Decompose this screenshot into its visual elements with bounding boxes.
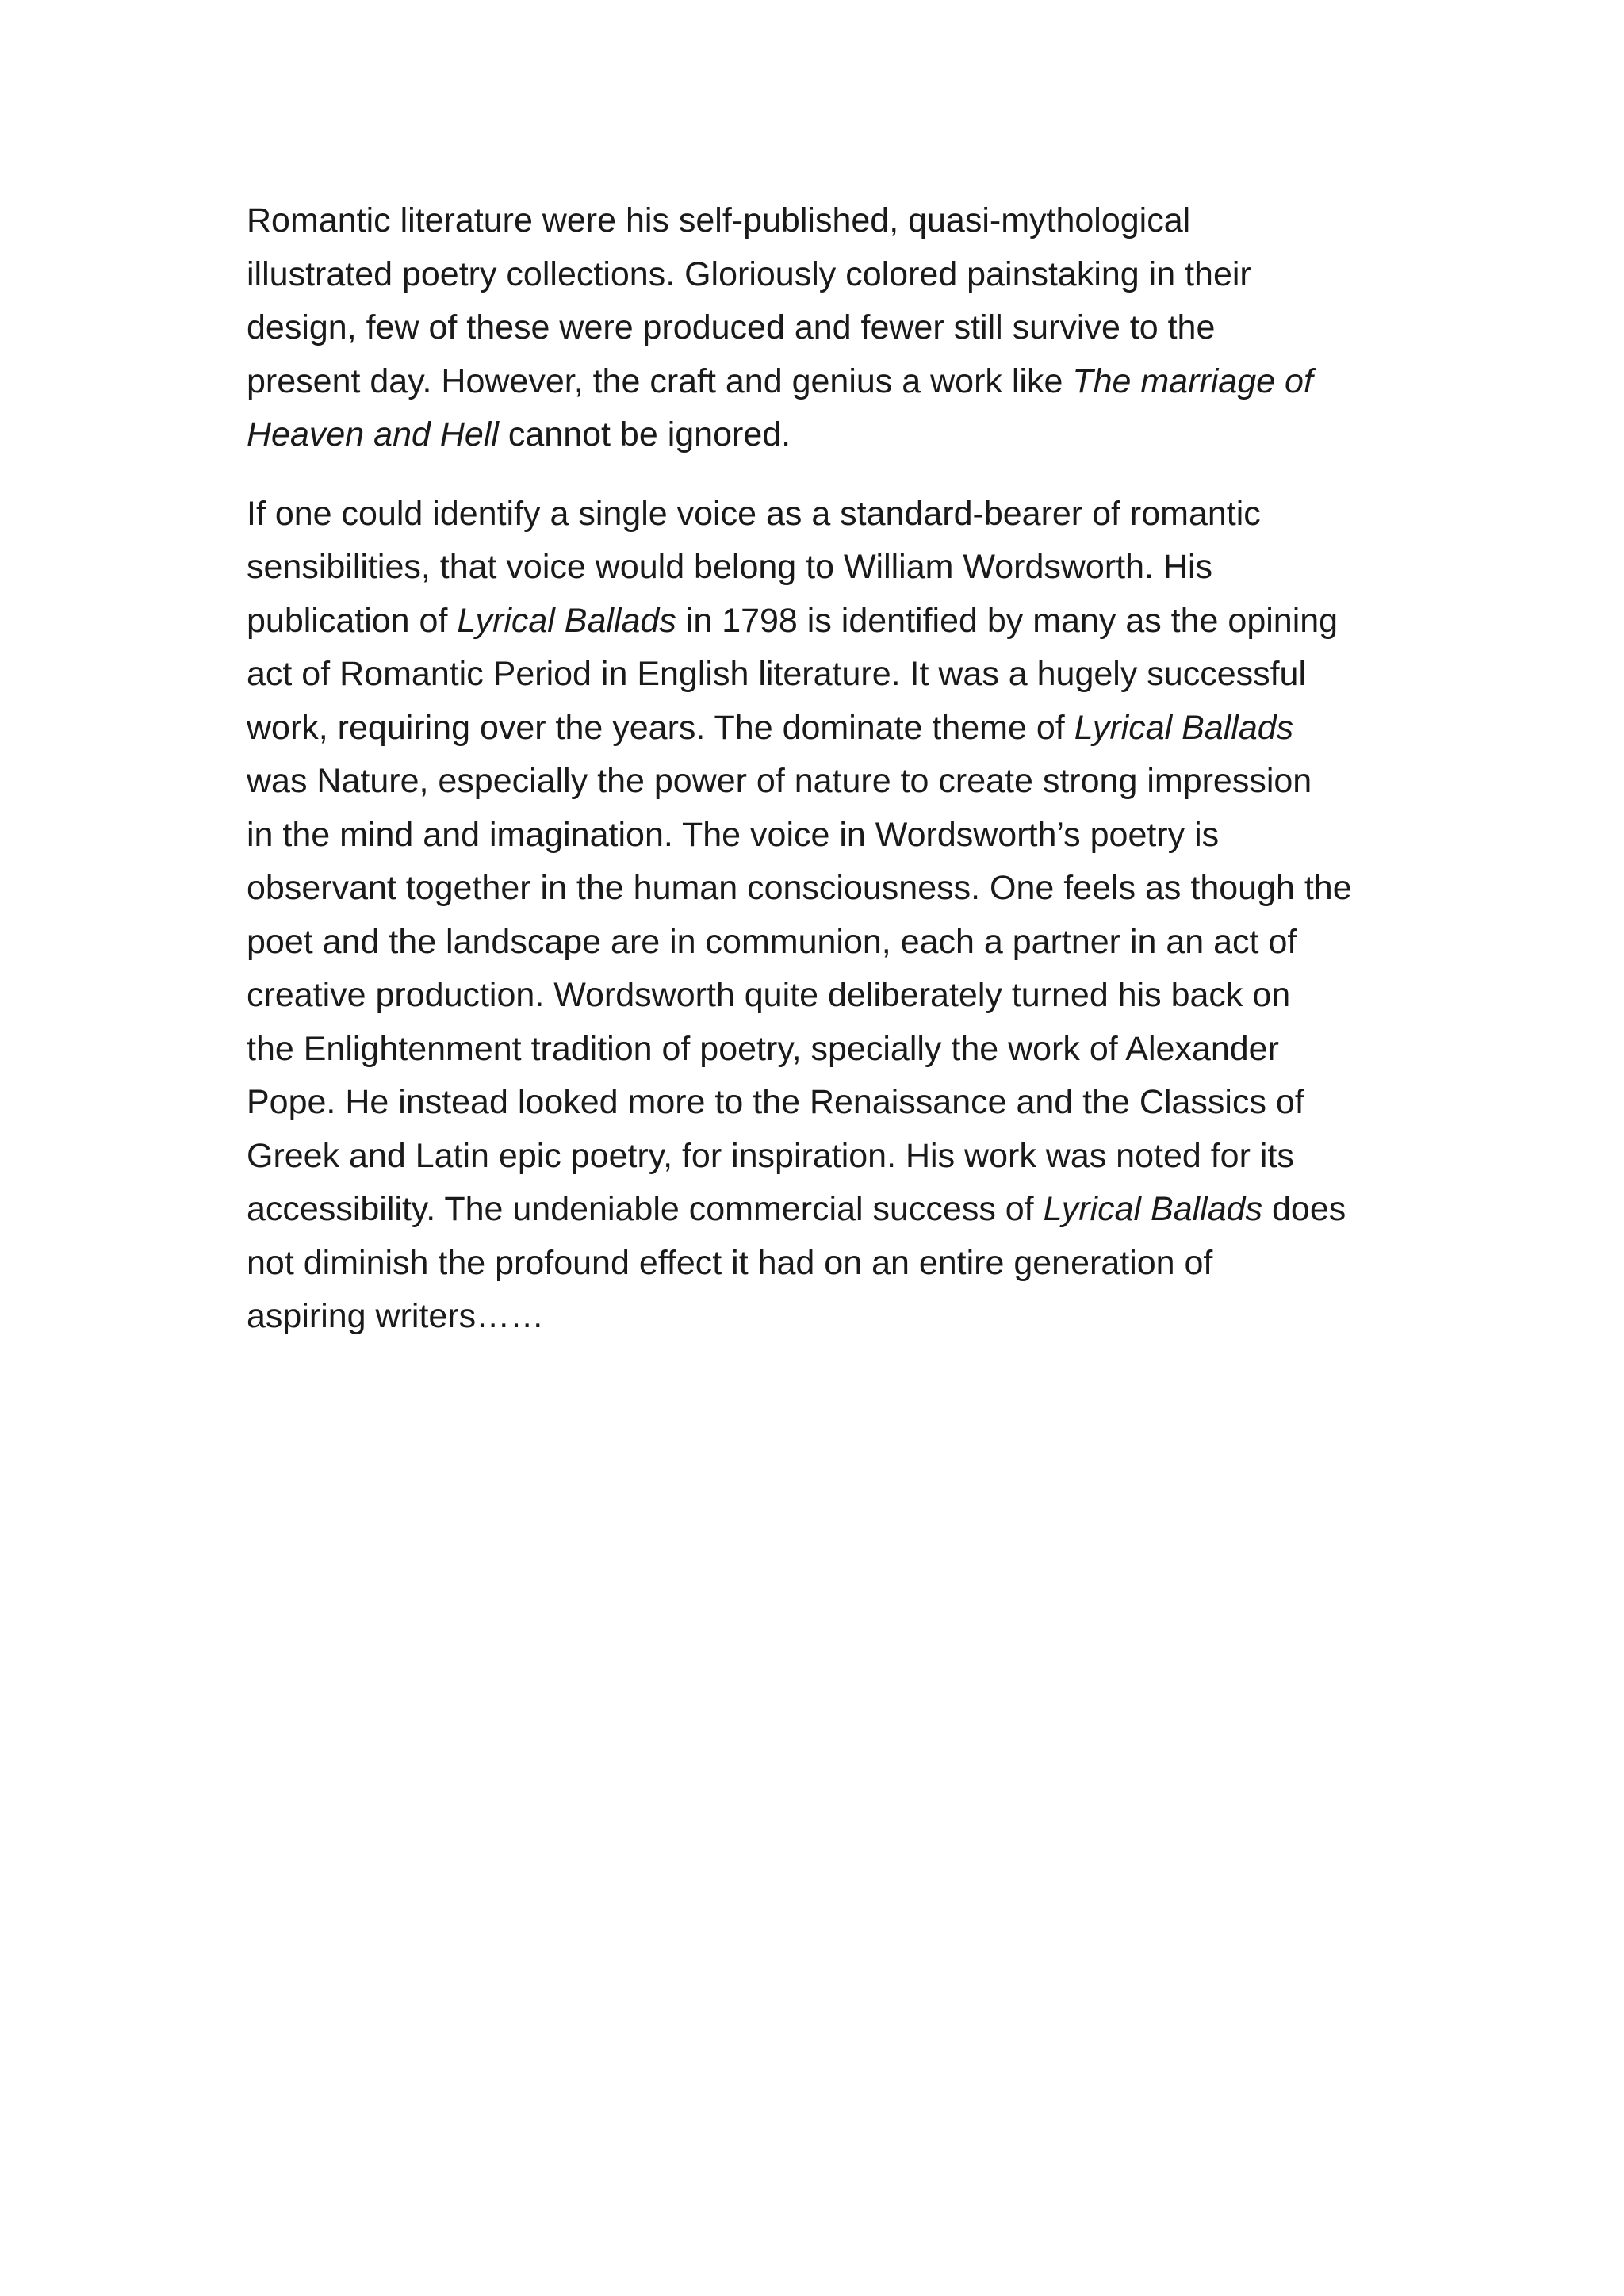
text-line: [247, 1076, 1392, 1130]
text-line: [247, 541, 1392, 595]
paragraph-1: [247, 194, 1392, 462]
text-run: observant together in the human consciousness. One feels as though the: [247, 869, 1352, 907]
text-run: in the mind and imagination. The voice in Wordsworth’s poetry is: [247, 815, 1220, 854]
text-line: [247, 595, 1392, 649]
text-run: accessibility. The undeniable commercial success of: [247, 1190, 1044, 1228]
italic-title: Heaven and Hell: [247, 415, 499, 453]
text-line: [247, 1130, 1392, 1184]
text-run: Greek and Latin epic poetry, for inspiration. His work was noted for its: [247, 1136, 1294, 1175]
text-line: [247, 194, 1392, 248]
text-run: was Nature, especially the power of nature to create strong impression: [247, 762, 1312, 800]
text-run: does: [1262, 1190, 1346, 1228]
text-run: poet and the landscape are in communion, each a partner in an act of: [247, 922, 1297, 961]
text-line: [247, 488, 1392, 541]
text-run: not diminish the profound effect it had on an entire generation of: [247, 1243, 1213, 1282]
text-line: [247, 301, 1392, 355]
italic-title: Lyrical Ballads: [1043, 1190, 1263, 1228]
text-line: [247, 862, 1392, 916]
text-line: [247, 1183, 1392, 1237]
text-run: design, few of these were produced and fewer still survive to the: [247, 308, 1216, 346]
text-run: Romantic literature were his self-published, quasi-mythological: [247, 201, 1191, 239]
text-run: Pope. He instead looked more to the Renaissance and the Classics of: [247, 1083, 1304, 1121]
text-run: cannot be ignored.: [498, 415, 791, 453]
text-line: [247, 1023, 1392, 1077]
text-line: [247, 648, 1392, 702]
text-line: [247, 702, 1392, 756]
italic-title: The marriage of: [1072, 362, 1313, 400]
text-line: [247, 1290, 1392, 1344]
text-line: [247, 1237, 1392, 1291]
text-line: [247, 408, 1392, 462]
text-run: act of Romantic Period in English literature. It was a hugely successful: [247, 655, 1307, 693]
text-line: [247, 248, 1392, 302]
text-run: creative production. Wordsworth quite deliberately turned his back on: [247, 976, 1291, 1014]
text-line: [247, 916, 1392, 970]
italic-title: Lyrical Ballads: [1074, 708, 1294, 747]
text-run: present day. However, the craft and genius a work like: [247, 362, 1073, 400]
text-line: [247, 809, 1392, 863]
text-run: in 1798 is identified by many as the opining: [676, 601, 1339, 640]
body-text: [247, 194, 1392, 1344]
text-run: the Enlightenment tradition of poetry, specially the work of Alexander: [247, 1029, 1279, 1068]
text-line: [247, 969, 1392, 1023]
text-line: [247, 355, 1392, 409]
text-run: publication of: [247, 601, 458, 640]
text-run: sensibilities, that voice would belong to William Wordsworth. His: [247, 548, 1213, 586]
paragraph-2: [247, 488, 1392, 1344]
text-run: If one could identify a single voice as a standard-bearer of romantic: [247, 494, 1261, 533]
text-line: [247, 755, 1392, 809]
text-run: aspiring writers……: [247, 1297, 545, 1335]
text-run: illustrated poetry collections. Gloriously colored painstaking in their: [247, 254, 1251, 293]
italic-title: Lyrical Ballads: [457, 601, 676, 640]
text-run: work, requiring over the years. The dominate theme of: [247, 708, 1074, 747]
